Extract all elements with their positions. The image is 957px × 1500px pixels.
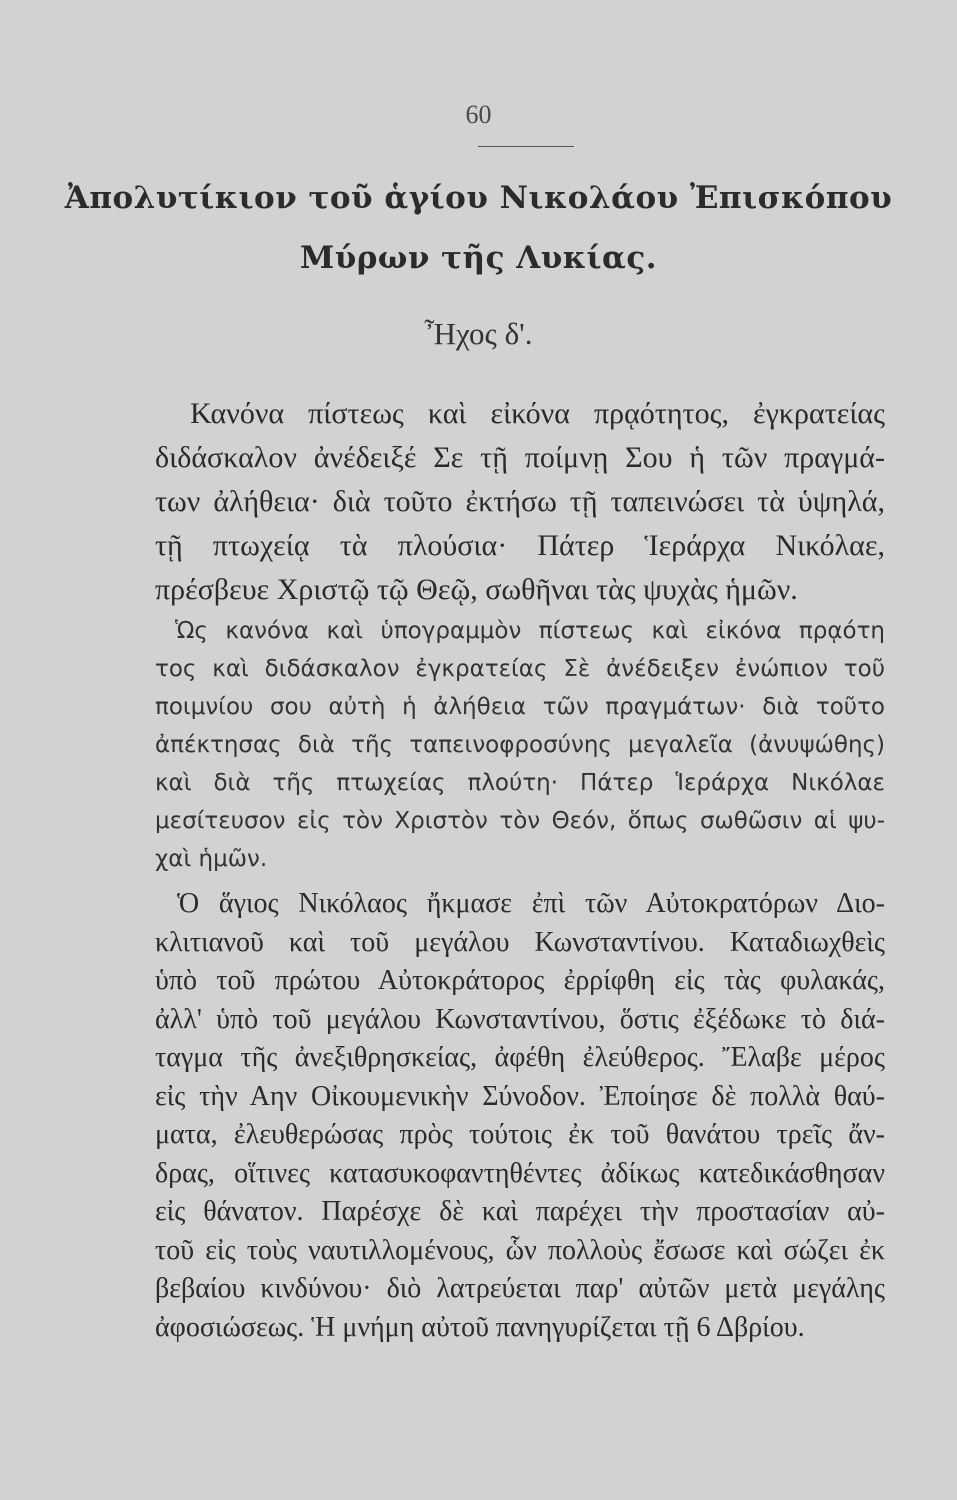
heading-line-2: Μύρων τῆς Λυκίας.	[299, 240, 658, 276]
hymn-line: τῇ πτωχείᾳ τὰ πλούσια· Πάτερ Ἱεράρχα Νικόλαε,	[155, 529, 885, 562]
page-number: 60	[465, 100, 492, 129]
paraphrase-line: ἀπέκτησας διὰ τῆς ταπεινοφροσύνης μεγαλεῖα (ἀνυψώθης)	[155, 732, 885, 758]
biography-text	[155, 885, 885, 1347]
biography-line: Ὁ ἅγιος Νικόλαος ἤκμασε ἐπὶ τῶν Αὐτοκρατόρων Διο-	[177, 888, 885, 919]
paraphrase-line: χαὶ ἡμῶν.	[155, 846, 268, 872]
paraphrase-line: Ὡς κανόνα καὶ ὑπογραμμὸν πίστεως καὶ εἰκόνα πρᾳότη	[175, 618, 885, 644]
biography-line: κλιτιανοῦ καὶ τοῦ μεγάλου Κωνσταντίνου. Καταδιωχθεὶς	[155, 926, 885, 958]
tone-indication: Ἦχος δ'.	[424, 316, 533, 351]
biography-line: ἀφοσιώσεως. Ἡ μνήμη αὐτοῦ πανηγυρίζεται τῇ 6 Δβρίου.	[155, 1311, 805, 1343]
biography-line: ἀλλ' ὑπὸ τοῦ μεγάλου Κωνσταντίνου, ὅστις ἐξέδωκε τὸ διά-	[155, 1003, 885, 1035]
biography-line: ὑπὸ τοῦ πρώτου Αὐτοκράτορος ἐρρίφθη εἰς τὰς φυλακάς,	[155, 965, 885, 996]
hymn-line: πρέσβευε Χριστῷ τῷ Θεῷ, σωθῆναι τὰς ψυχὰς ἡμῶν.	[155, 573, 798, 606]
paraphrase-line: ποιμνίου σου αὐτὴ ἡ ἀλήθεια τῶν πραγμάτων· διὰ τοῦτο	[155, 694, 885, 720]
biography-line: τοῦ εἰς τοὺς ναυτιλλομένους, ὧν πολλοὺς ἔσωσε καὶ σώζει ἐκ	[155, 1234, 885, 1266]
heading-line-1: Ἀπολυτίκιον τοῦ ἁγίου Νικολάου Ἐπισκόπου	[64, 180, 893, 216]
biography-line: ματα, ἐλευθερώσας πρὸς τούτοις ἐκ τοῦ θανάτου τρεῖς ἄν-	[155, 1119, 885, 1150]
biography-line: εἰς θάνατον. Παρέσχε δὲ καὶ παρέχει τὴν προστασίαν αὐ-	[155, 1196, 885, 1227]
paraphrase-line: τος καὶ διδάσκαλον ἐγκρατείας Σὲ ἀνέδειξεν ἐνώπιον τοῦ	[155, 656, 885, 682]
hymn-line: Κανόνα πίστεως καὶ εἰκόνα πρᾳότητος, ἐγκρατείας	[190, 397, 885, 430]
hymn-line: των ἀλήθεια· διὰ τοῦτο ἐκτήσω τῇ ταπεινώσει τὰ ὑψηλά,	[155, 485, 885, 518]
page-number-rule	[478, 146, 574, 147]
biography-line: ταγμα τῆς ἀνεξιθρησκείας, ἀφέθη ἐλεύθερος. Ἔλαβε μέρος	[155, 1042, 885, 1073]
hymn-paraphrase	[155, 612, 885, 878]
biography-line: βεβαίου κινδύνου· διὸ λατρεύεται παρ' αὐτῶν μετὰ μεγάλης	[155, 1273, 885, 1304]
paraphrase-line: μεσίτευσον εἰς τὸν Χριστὸν τὸν Θεόν, ὅπως σωθῶσιν αἱ ψυ-	[155, 808, 885, 834]
biography-line: εἰς τὴν Αην Οἰκουμενικὴν Σύνοδον. Ἐποίησε δὲ πολλὰ θαύ-	[155, 1080, 885, 1112]
biography-line: δρας, οἵτινες κατασυκοφαντηθέντες ἀδίκως κατεδικάσθησαν	[155, 1157, 885, 1189]
paraphrase-line: καὶ διὰ τῆς πτωχείας πλούτη· Πάτερ Ἱεράρχα Νικόλαε	[155, 770, 885, 796]
apolytikion-hymn	[155, 392, 885, 612]
hymn-line: διδάσκαλον ἀνέδειξέ Σε τῇ ποίμνῃ Σου ἡ τῶν πραγμά-	[155, 441, 885, 474]
